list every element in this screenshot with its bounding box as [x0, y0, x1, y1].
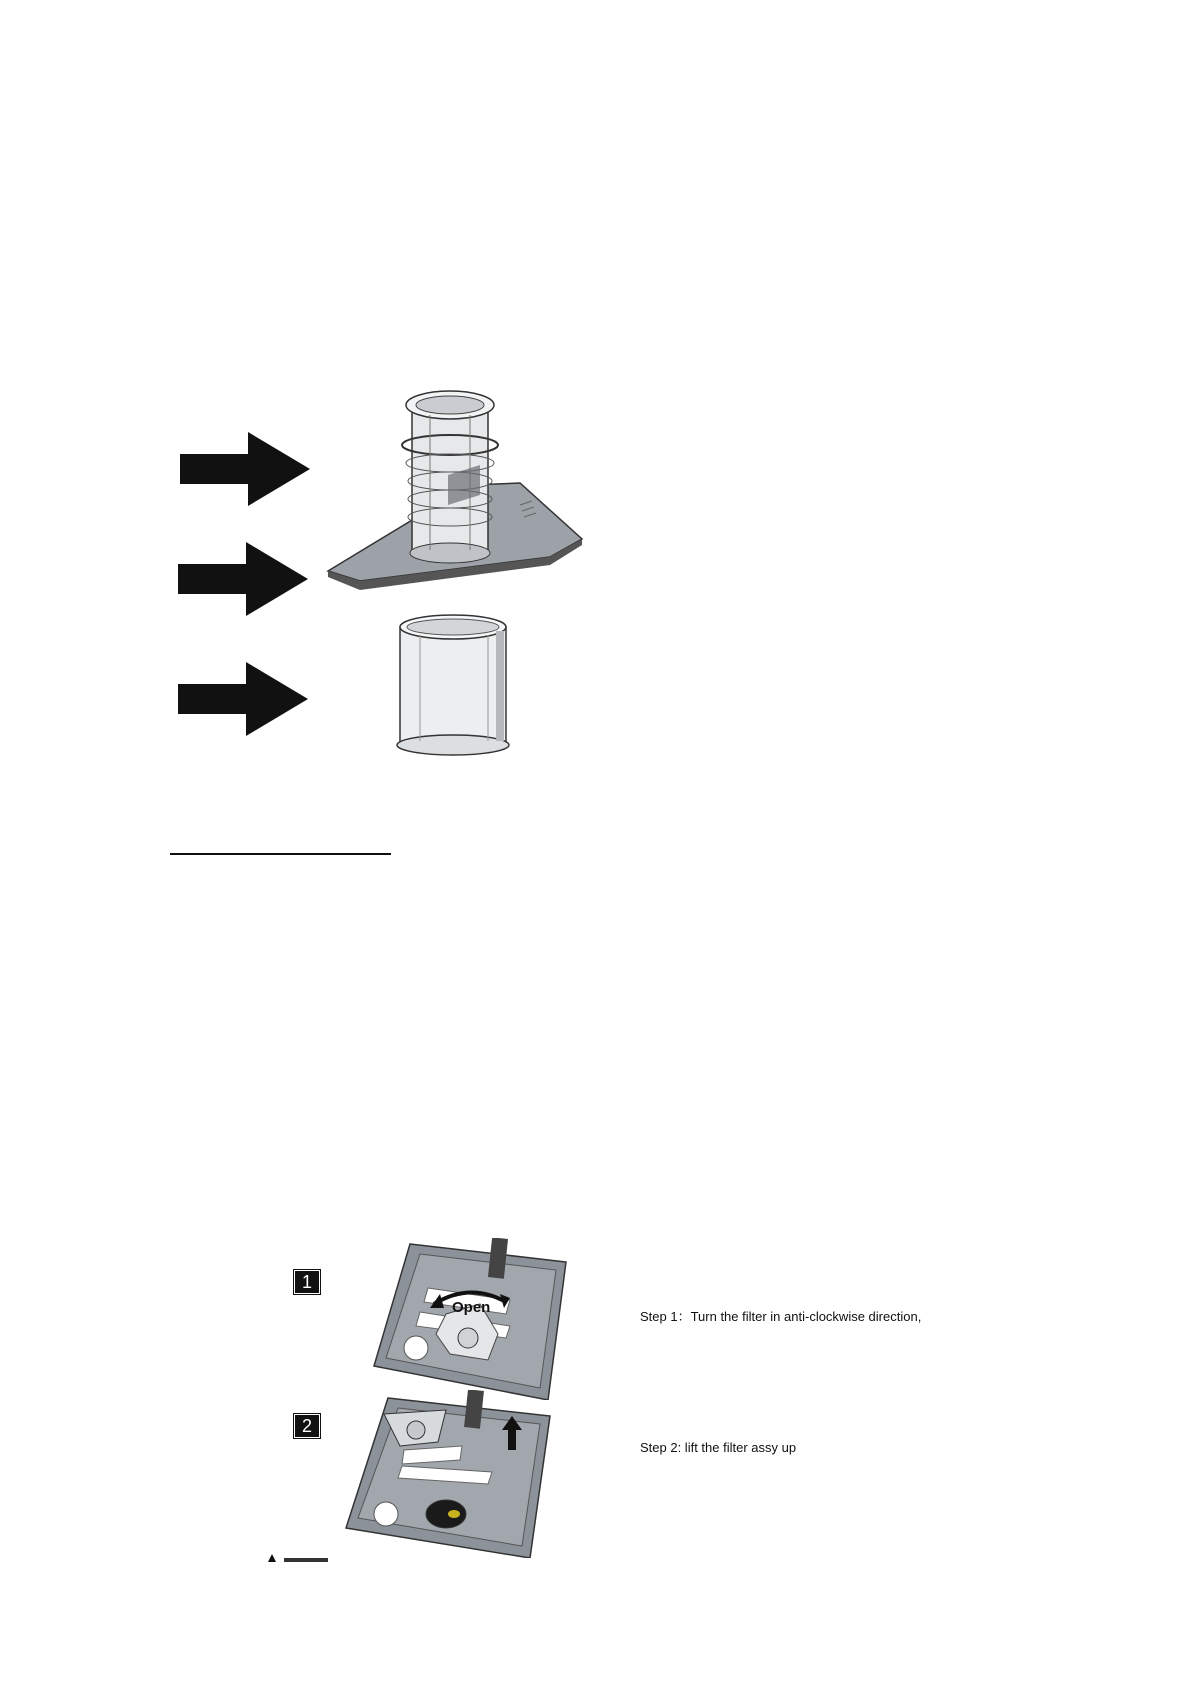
arrow-icon	[180, 432, 310, 506]
arrow-icon	[178, 662, 308, 736]
step-badge: 1	[294, 1270, 320, 1294]
filter-tray-step2-illustration	[342, 1390, 554, 1558]
step-2-text: Step 2: lift the filter assy up	[640, 1440, 797, 1455]
step-badge: 2	[294, 1414, 320, 1438]
section-heading-rule	[170, 853, 391, 855]
coarse-filter	[402, 391, 498, 563]
filter-tray-step1-illustration	[370, 1238, 570, 1400]
warning-icon	[262, 1550, 332, 1562]
fine-filter	[397, 615, 509, 755]
arrow-icon	[178, 542, 308, 616]
step-1-text: Step 1：Turn the filter in anti-clockwise direction,	[640, 1309, 922, 1324]
open-label: Open	[452, 1299, 491, 1316]
filter-assembly-illustration	[320, 385, 600, 765]
